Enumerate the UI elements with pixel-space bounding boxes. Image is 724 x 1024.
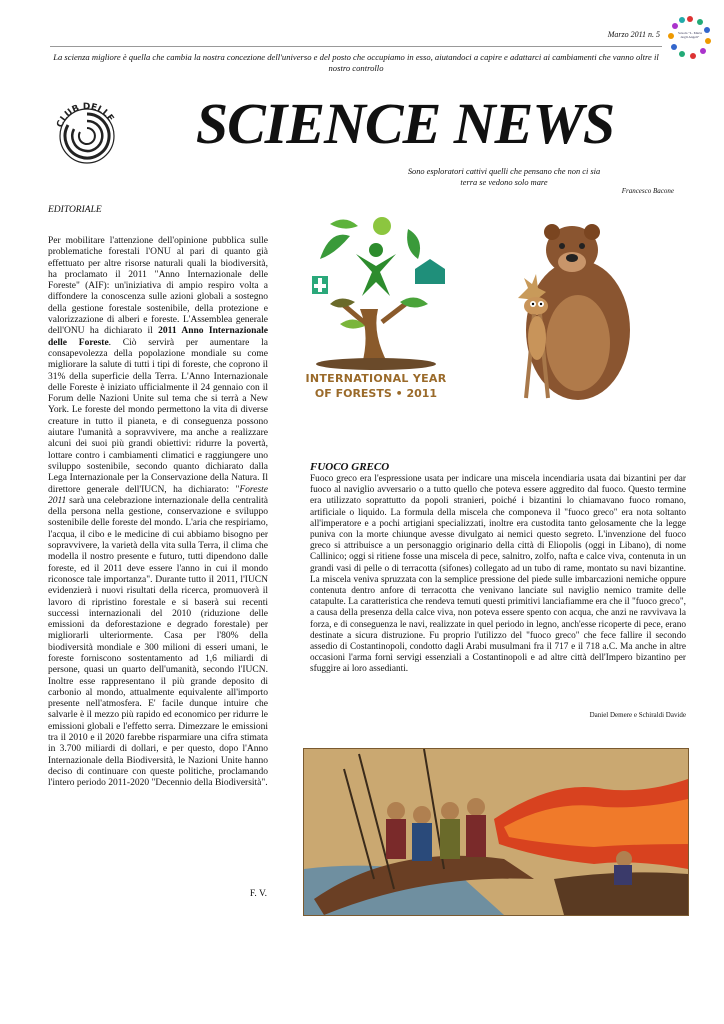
editorial-body	[48, 236, 268, 790]
fuoco-greco-heading: FUOCO GRECO	[310, 461, 390, 473]
editorial-italic: Foreste 2011	[48, 484, 268, 506]
quote: Sono esploratori cattivi quelli che pensano che non ci sia terra se vedono solo mare	[407, 167, 601, 187]
editorial-bold: 2011 Anno Internazionale delle Foreste	[48, 326, 268, 348]
forests-year-logo	[300, 214, 452, 410]
forests-logo-line2: OF FORESTS • 2011	[314, 387, 438, 400]
fuoco-greco-body: Fuoco greco era l'espressione usata per indicare una miscela incendiaria usata dai bizantini per dar fuoco al naviglio avversario o a tutto quello che poteva essere aggredito dal fuoco. Questo termine era utilizzato soprattutto da popoli stranieri, poiché i bizantini lo chiamavano fuoco romano, artificiale o liquido. La formula della miscela che componeva il "fuoco greco" era nota soltanto all'imperatore e a pochi artigiani specializzati, inoltre era custodita tanto gelosamente che la legge puniva con la morte chiunque avesse divulgato ai nemici questo segreto. L'invenzione del fuoco greco si attribuisce a un personaggio originario della città di Eliopolis (oggi in Libano), di nome Callinico; oggi si ritiene fosse una miscela di pece, salnitro, zolfo, nafta e calce viva, contenuta in un grandi vasi di pelle o di terracotta (sifones) collegato ad un tubo di rame, montato su navi bizantine. La miscela veniva spruzzata con la semplice pressione del piede sulle imbarcazioni nemiche oppure contenuta dentro anfore di terracotta che venivano lanciate sul naviglio nemico tramite delle catapulte. La caratteristica che rendeva temuti questi primitivi lanciafiamme era che il "fuoco greco", a causa della presenza della calce viva, non poteva essere spento con acqua, che anzi ne ravvivava la forza, e di conseguenza le navi, realizzate in quel periodo in legno, anch'esse ricoperte di pece, erano destinate a sicura distruzione. Fu proprio l'utilizzo del "fuoco greco" che fece fallire il secondo assedio di Costantinopoli, condotto dagli Arabi musulmani fra il 717 e il 718 a.C. Ma anche in altre occasioni l'arma fornì servigi essenziali a Costantinopoli e ad altre città dell'Impero bizantino per sfuggire ai loro assedianti.	[310, 474, 686, 675]
editorial-signature: F. V.	[249, 889, 267, 899]
fuoco-greco-signature: Daniel Demere e Schiraldi Davide	[589, 711, 686, 719]
issue-date: Marzo 2011 n. 5	[607, 30, 660, 39]
school-logo-text: Scuola "L. Maria degli Angeli"	[677, 31, 703, 39]
greek-fire-illustration	[303, 748, 689, 916]
editorial-text-1: Per mobilitare l'attenzione dell'opinione pubblica sulle problematiche forestali l'ONU al pari di quanto già effettuato per altre risorse naturali quali la biodiversità, ha proclamato il 2011 "Anno Internazionale delle Foreste" (AIF): un'iniziativa di ampio respiro volta a diffondere la conoscenza sulle azioni globali a sostegno della gestione forestale sostenibile, della protezione e valorizzazione di alberi e foreste. L'Assemblea generale dell'ONU ha dichiarato il	[48, 236, 268, 337]
editorial-text-2: . Ciò servirà per aumentare la consapevolezza della popolazione mondiale su come migliorare la salute di tutti i tipi di foreste, che coprono il 31% della superficie della Terra. L'Anno Internazionale delle Foreste è iniziato ufficialmente il 24 gennaio con il Forum delle Nazioni Unite sul tema che si terrà a New York. Le foreste del mondo permettono la vita di diverse creature in tutto il pianeta, e di conseguenza possono aiutare l'umanità a sopravvivere, ma anche a realizzare alcuni dei suoi più grandi obiettivi: ridurre la povertà, lottare contro i cambiamenti climatici e raggiungere uno sviluppo sostenibile, secondo quanto dichiarato dalla Lega Internazionale per la Conservazione della Natura. Il direttore generale dell'IUCN, ha dichiarato: "	[48, 337, 268, 495]
forests-logo-line1: INTERNATIONAL YEAR	[305, 372, 447, 385]
school-logo	[667, 14, 713, 60]
header-rule	[50, 46, 662, 47]
page-title: SCIENCE NEWS	[195, 91, 615, 156]
editorial-text-3: sarà una celebrazione internazionale della centralità della persona nella gestione, conservazione e sviluppo sostenibile delle foreste del mondo. L'aria che respiriamo, l'acqua, il cibo e le medicine di cui abbiamo bisogno per sopravvivere, la varietà della vita sulla Terra, il clima che modella il nostro presente e futuro, tutti dipendono dalle foreste, ed il 2011 deve essere l'anno in cui il mondo riconosce tale importanza". Durante tutto il 2011, l'IUCN evidenzierà i nuovi risultati della ricerca, promuoverà il lavoro di ripristino forestale e si baserà sui recenti successi internazionali del 2010 (riduzione delle emissioni da deforestazione e degrado forestale) per migliorarli ulteriormente. Casa per l'80% della biodiversità mondiale e 300 milioni di esseri umani, le foreste forniscono sostentamento ad 1,6 miliardi di persone, quasi un quarto dell'umanità, secondo l'IUCN. Inoltre esse rappresentano il più grande deposito di carbonio al mondo, attualmente equivalente all'importo presente nell'atmosfera. E' facile dunque intuire che salvarle è il mezzo più rapido ed economico per ridurre le emissioni globali e l'effetto serra. Dimezzare le emissioni tra il 2010 e il 2020 farebbe risparmiare una cifra stimata in 3.700 miliardi di dollari, e per questo, dopo l'Anno Internazionale della Biodiversità, le Nazioni Unite hanno deciso di continuare con queste politiche, proclamando l'intero periodo 2011-2020 "Decennio della Biodiversità".	[48, 495, 268, 789]
editorial-heading: EDITORIALE	[48, 205, 102, 215]
tagline: La scienza migliore è quella che cambia la nostra concezione dell'universo e del posto che occupiamo in esso, aiutandoci a capire e adattarci ai cambiamenti che vanno oltre il nostro controllo	[53, 52, 659, 73]
club-logo	[54, 98, 120, 166]
club-logo-text: CLUB DELLE	[55, 102, 116, 130]
bear-deer-cartoon	[506, 218, 636, 406]
quote-author: Francesco Bacone	[621, 187, 674, 195]
svg-text:CLUB DELLE SCIENZE	[54, 98, 117, 129]
